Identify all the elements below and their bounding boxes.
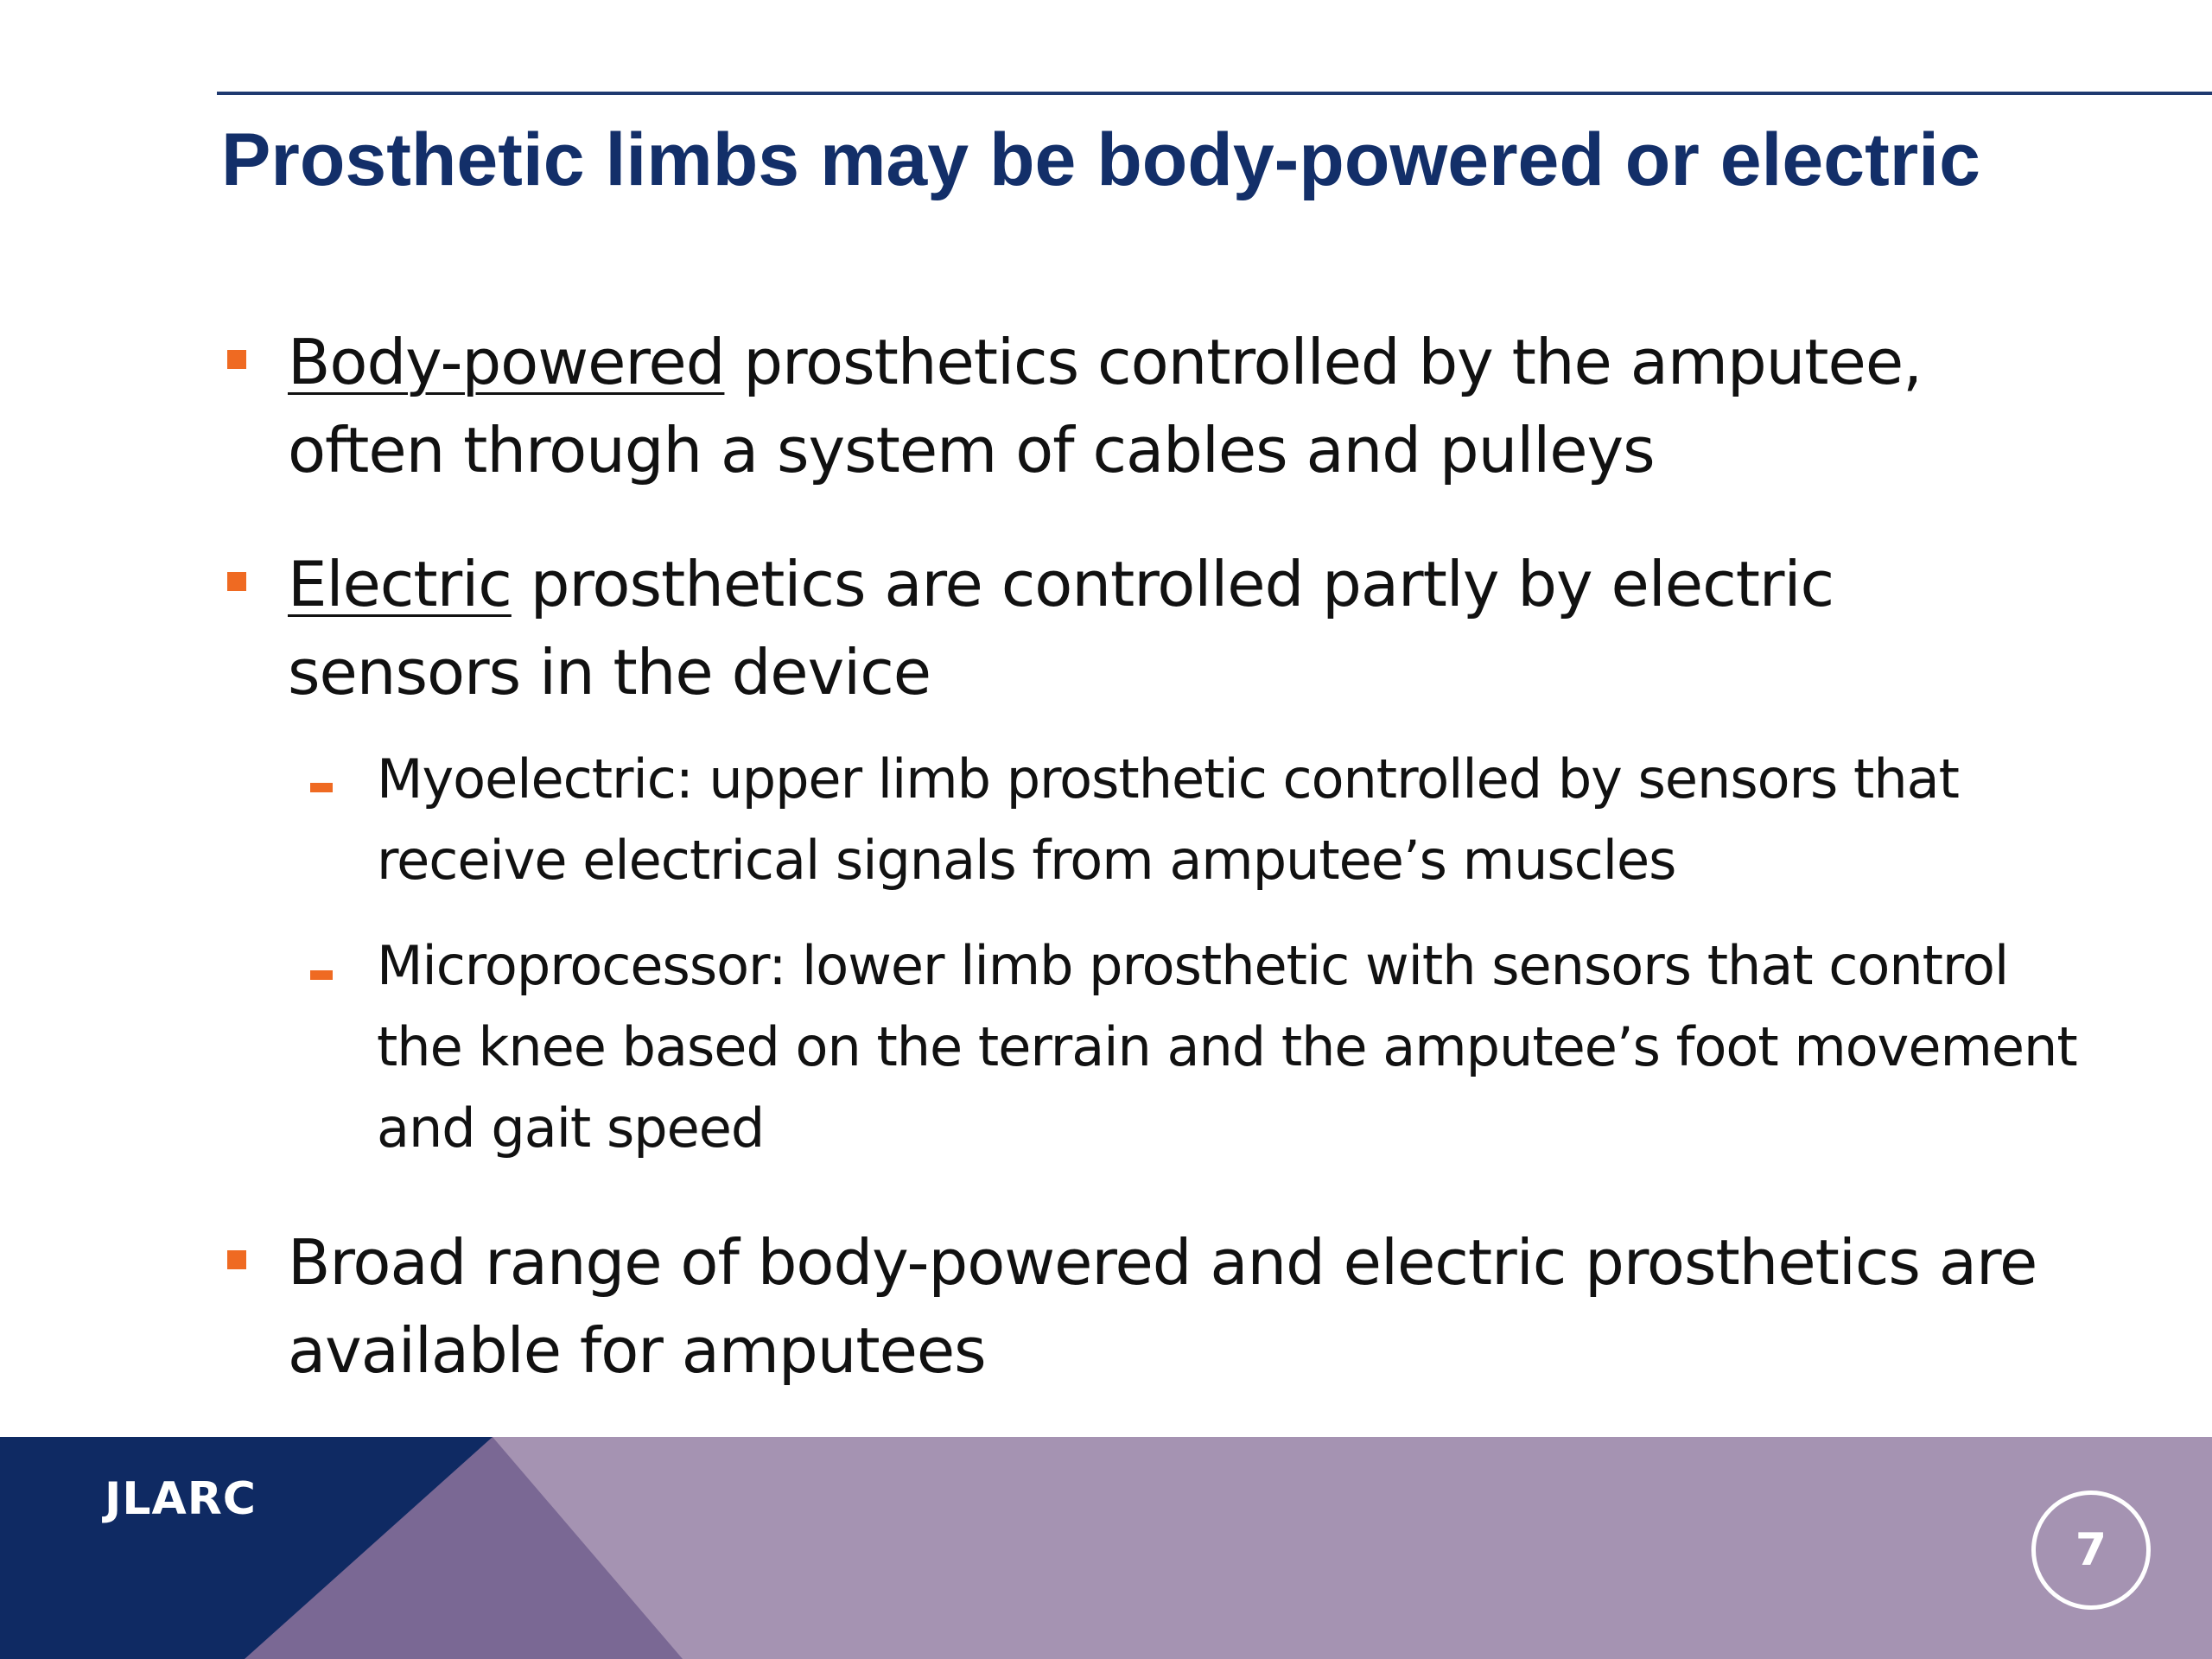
subbullet-item-microprocessor: Microprocessor: lower limb prosthetic with sensors that control the knee based on the terrain and the amputee’s foot movement and gait speed [377,934,2077,1160]
footer-band [0,1437,2212,1659]
bullet-item-electric [288,540,2085,716]
bullet-square-icon [227,572,246,591]
bullet-dash-icon [310,783,333,792]
jlarc-logo: JLARC [105,1473,257,1525]
bullet-square-icon [227,350,246,369]
bullet-item-body-powered [288,318,2085,494]
page-number-badge [2031,1491,2151,1610]
page-number: 7 [2075,1524,2107,1576]
bullet-text: prosthetics controlled by the amputee, often through a system of cables and pulleys [288,326,1923,486]
bullet-item-broad-range: Broad range of body-powered and electric prosthetics are available for amputees [288,1226,2037,1387]
bullet-text: prosthetics are controlled partly by electric sensors in the device [288,548,1834,709]
bullet-emphasis: Electric [288,548,512,620]
bullet-dash-icon [310,970,333,980]
slide-title: Prosthetic limbs may be body-powered or electric [221,118,1980,201]
bullet-emphasis: Body-powered [288,326,725,398]
bullet-square-icon [227,1250,246,1269]
footer-shapes [0,1437,2212,1659]
subbullet-item-myoelectric: Myoelectric: upper limb prosthetic controlled by sensors that receive electrical signals from amputee’s muscles [377,747,1959,892]
